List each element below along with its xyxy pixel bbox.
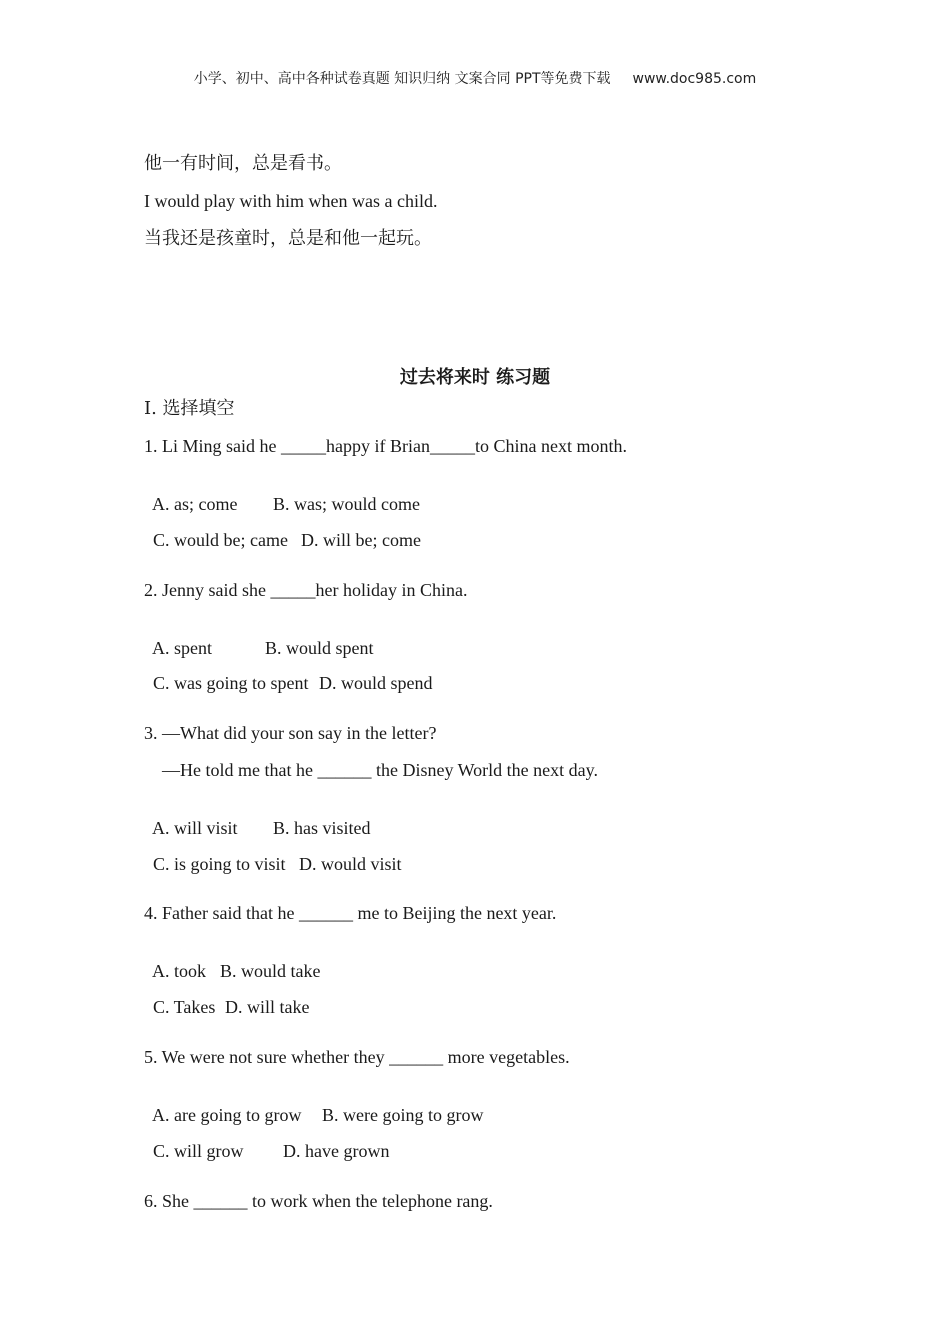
option-c: C. would be; came	[153, 530, 288, 550]
exercise-title: 过去将来时 练习题	[399, 367, 551, 388]
question-6-stem: 6. She ______ to work when the telephone rang.	[144, 1191, 493, 1211]
option-d: D. will be; come	[301, 530, 421, 550]
question-3-stem-answer: —He told me that he ______ the Disney World the next day.	[162, 760, 598, 780]
option-a: A. are going to grow	[152, 1105, 302, 1125]
option-a: A. will visit	[152, 818, 238, 838]
option-b: B. would spent	[265, 638, 374, 658]
option-c: C. Takes	[153, 997, 216, 1017]
question-3-options-cd	[144, 831, 402, 875]
question-5-options-cd	[144, 1118, 390, 1162]
option-b: B. were going to grow	[322, 1105, 484, 1125]
header-site-url: www.doc985.com	[632, 71, 757, 87]
intro-line-1: 他一有时间，总是看书。	[144, 153, 342, 174]
option-a: A. as; come	[152, 494, 238, 514]
question-1-stem: 1. Li Ming said he _____happy if Brian_____to China next month.	[144, 436, 627, 456]
page-header	[0, 68, 950, 88]
question-5-stem: 5. We were not sure whether they ______ more vegetables.	[144, 1047, 570, 1067]
intro-line-3: 当我还是孩童时，总是和他一起玩。	[144, 228, 432, 249]
option-d: D. would spend	[319, 673, 433, 693]
header-text: 小学、初中、高中各种试卷真题 知识归纳 文案合同 PPT等免费下载	[193, 71, 611, 87]
question-2-stem: 2. Jenny said she _____her holiday in China.	[144, 580, 468, 600]
option-a: A. spent	[152, 638, 213, 658]
question-4-options-cd	[144, 974, 310, 1018]
option-d: D. would visit	[299, 854, 402, 874]
option-b: B. would take	[220, 961, 321, 981]
question-2-options-cd	[144, 650, 433, 694]
option-c: C. will grow	[153, 1141, 244, 1161]
option-b: B. was; would come	[273, 494, 420, 514]
question-1-options-cd	[144, 507, 421, 551]
question-4-stem: 4. Father said that he ______ me to Beijing the next year.	[144, 903, 557, 923]
option-b: B. has visited	[273, 818, 371, 838]
section-heading: I. 选择填空	[144, 398, 235, 419]
option-c: C. is going to visit	[153, 854, 286, 874]
option-a: A. took	[152, 961, 207, 981]
option-d: D. have grown	[283, 1141, 390, 1161]
question-3-stem: 3. —What did your son say in the letter?	[144, 723, 437, 743]
option-d: D. will take	[225, 997, 310, 1017]
option-c: C. was going to spent	[153, 673, 309, 693]
intro-line-2: I would play with him when was a child.	[144, 191, 438, 211]
